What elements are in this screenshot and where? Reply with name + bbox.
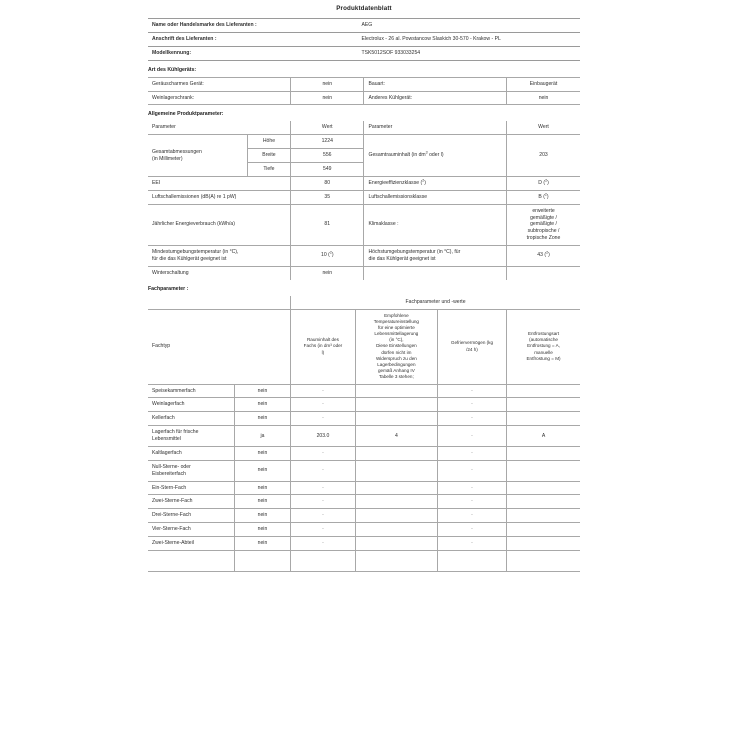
eei-label: EEI <box>148 176 291 190</box>
compartment-type-6: Ein-Stern-Fach <box>148 481 234 495</box>
compartment-type-5-line1: Null-Sterne- oder <box>152 463 191 470</box>
temp-header-line11: Tabelle 3 stehen; <box>379 374 414 380</box>
total-volume-label-pre: Gesamtrauminhalt (in dm <box>368 152 426 159</box>
compartment-defrost-9 <box>507 523 580 537</box>
noise-emissions-value: 35 <box>291 190 364 204</box>
compartment-present-3: ja <box>234 426 290 447</box>
temp-header-line8: Widerspruch zu den <box>375 355 417 361</box>
table-row <box>148 384 580 398</box>
compartment-overflow-cell-0 <box>148 550 234 571</box>
compartment-temperature-10 <box>355 537 437 551</box>
compartment-defrost-header <box>507 309 580 384</box>
compartment-type-8: Drei-Sterne-Fach <box>148 509 234 523</box>
other-appliance-value: nein <box>507 91 580 105</box>
compartment-freezing-7: - <box>437 495 506 509</box>
compartment-type-1: Weinlagerfach <box>148 398 234 412</box>
table-row <box>148 426 580 447</box>
energy-class-value-text: D <box>538 179 542 186</box>
min-ambient-temp-value-text: 10 <box>321 252 327 259</box>
compartment-temperature-3: 4 <box>355 426 437 447</box>
wine-cabinet-label: Weinlagerschrank: <box>148 91 291 105</box>
table-row <box>148 537 580 551</box>
defrost-header-line4: manuelle <box>534 349 553 355</box>
eei-value: 80 <box>291 176 364 190</box>
compartment-freezing-3: - <box>437 426 506 447</box>
compartment-volume-8: - <box>291 509 356 523</box>
compartment-overflow-cell-1 <box>234 550 290 571</box>
winter-setting-value: nein <box>291 266 364 279</box>
compartment-temperature-5 <box>355 460 437 481</box>
compartment-type-4: Kaltlagerfach <box>148 446 234 460</box>
temp-header-line10: gemäß Anhang IV <box>377 368 415 374</box>
compartment-freezing-8: - <box>437 509 506 523</box>
compartment-type-3-line2: Lebensmittel <box>152 436 181 443</box>
climate-class-label: Klimaklasse : <box>364 204 507 245</box>
height-label: Höhe <box>247 135 290 149</box>
energy-class-value-sup: 2 <box>545 178 548 183</box>
compartment-volume-6: - <box>291 481 356 495</box>
compartment-type-2: Kellerfach <box>148 412 234 426</box>
compartment-volume-7: - <box>291 495 356 509</box>
min-ambient-temp-label <box>148 246 291 267</box>
defrost-header-line1: Entfrostungsart <box>527 331 560 337</box>
compartment-defrost-1 <box>507 398 580 412</box>
compartment-type-3-line1: Lagerfach für frische <box>152 429 199 436</box>
table-row <box>148 176 580 190</box>
compartment-type-0: Speisekammerfach <box>148 384 234 398</box>
table-row <box>148 412 580 426</box>
compartment-parameters-section-label: Fachparameter : <box>148 285 189 292</box>
compartment-volume-header <box>291 309 356 384</box>
low-noise-value: nein <box>291 77 364 91</box>
volume-header-line1: Rauminhalt des <box>306 337 339 343</box>
noise-class-value-sup: 2 <box>544 192 547 197</box>
annual-energy-value: 81 <box>291 204 364 245</box>
noise-class-value: B ($^2$) <box>507 190 580 204</box>
compartment-volume-9: - <box>291 523 356 537</box>
compartment-temperature-9 <box>355 523 437 537</box>
table-row <box>148 19 580 33</box>
table-row <box>148 91 580 105</box>
noise-emissions-label: Luftschallemissionen (dB(A) re 1 pW) <box>148 190 291 204</box>
table-row <box>148 460 580 481</box>
compartment-defrost-5 <box>507 460 580 481</box>
climate-line-1: erweiterte <box>532 207 555 214</box>
annual-energy-label: Jährlicher Energieverbrauch (kWh/a) <box>148 204 291 245</box>
temp-header-line4: Lebensmittellagerung <box>374 331 419 337</box>
compartment-present-8: nein <box>234 509 290 523</box>
max-ambient-temp-label-line2: die das Kühlgerät geeignet ist <box>368 255 436 262</box>
energy-class-label-sup: 2 <box>422 178 425 183</box>
compartment-freezing-9: - <box>437 523 506 537</box>
compartment-volume-10: - <box>291 537 356 551</box>
compartment-defrost-0 <box>507 384 580 398</box>
table-row <box>148 266 580 279</box>
max-ambient-temp-label <box>364 246 507 267</box>
compartment-freezing-5: - <box>437 460 506 481</box>
freezing-header-line2: /24 h) <box>466 346 478 352</box>
energy-class-label <box>364 176 507 190</box>
climate-line-5: tropische Zone <box>526 235 561 242</box>
compartment-freezing-6: - <box>437 481 506 495</box>
compartment-defrost-4 <box>507 446 580 460</box>
compartment-freezing-2: - <box>437 412 506 426</box>
compartment-defrost-8 <box>507 509 580 523</box>
compartment-temperature-8 <box>355 509 437 523</box>
compartment-present-7: nein <box>234 495 290 509</box>
compartment-overflow-cell-3 <box>355 550 437 571</box>
table-row <box>148 309 580 384</box>
compartment-parameters-table <box>148 296 580 572</box>
wine-cabinet-value: nein <box>291 91 364 105</box>
compartment-temperature-0 <box>355 384 437 398</box>
climate-line-4: subtropische / <box>527 228 560 235</box>
compartment-present-10: nein <box>234 537 290 551</box>
supplier-address-value: Electrolux - 26 al. Powstancow Slaskich 30-570 - Krakow - PL <box>358 32 580 46</box>
winter-setting-label: Winterschaltung <box>148 266 291 279</box>
model-id-value: TSK5012SOF 933033254 <box>358 46 580 60</box>
appliance-type-section-label: Art des Kühlgeräts: <box>148 66 197 73</box>
compartment-defrost-10 <box>507 537 580 551</box>
table-row <box>148 523 580 537</box>
compartment-volume-1: - <box>291 398 356 412</box>
compartment-type-10: Zwei-Sterne-Abteil <box>148 537 234 551</box>
winter-setting-empty-2 <box>507 266 580 279</box>
energy-class-label-pre: Energieeffizienzklasse ( <box>368 179 423 186</box>
table-row <box>148 246 580 267</box>
min-ambient-temp-label-line1: Mindestumgebungstemperatur (in °C), <box>152 249 239 255</box>
total-volume-label-post: oder l) <box>427 152 444 159</box>
compartment-temperature-1 <box>355 398 437 412</box>
defrost-header-line2: (automatische <box>529 337 558 343</box>
total-volume-label-sup: 3 <box>425 150 428 155</box>
compartment-volume-5: - <box>291 460 356 481</box>
min-ambient-temp-value-sup: 2 <box>329 250 332 255</box>
depth-value: 549 <box>291 163 364 177</box>
general-parameters-section-label: Allgemeine Produktparameter: <box>148 111 224 118</box>
min-ambient-temp-value: 10 ($^2$) <box>291 246 364 267</box>
compartment-volume-2: - <box>291 412 356 426</box>
freezing-header-line1: Gefriervermögen (kg <box>450 340 494 346</box>
table-row <box>148 509 580 523</box>
construction-value: Einbaugerät <box>507 77 580 91</box>
compartment-freezing-1: - <box>437 398 506 412</box>
compartment-defrost-6 <box>507 481 580 495</box>
compartment-type-7: Zwei-Sterne-Fach <box>148 495 234 509</box>
winter-setting-empty-1 <box>364 266 507 279</box>
temp-header-line3: für eine optimierte <box>377 324 415 330</box>
max-ambient-temp-label-line1: Höchstumgebungstemperatur (in °C), für <box>368 249 461 255</box>
compartment-overflow-cell-2 <box>291 550 356 571</box>
table-row <box>148 46 580 60</box>
value-header-right: Wert <box>507 121 580 134</box>
depth-label: Tiefe <box>247 163 290 177</box>
compartment-defrost-7 <box>507 495 580 509</box>
appliance-type-table <box>148 77 580 106</box>
climate-line-3: gemäßigte / <box>530 221 557 228</box>
table-row <box>148 32 580 46</box>
table-row <box>148 190 580 204</box>
table-row <box>148 121 580 134</box>
compartment-freezing-0: - <box>437 384 506 398</box>
energy-class-label-post: ) <box>424 179 426 186</box>
construction-label: Bauart: <box>364 77 507 91</box>
temp-header-line6: Diese Einstellungen <box>376 343 417 349</box>
compartment-present-4: nein <box>234 446 290 460</box>
compartment-present-0: nein <box>234 384 290 398</box>
temp-header-line5: (in °C), <box>389 337 404 343</box>
compartment-freezing-4: - <box>437 446 506 460</box>
compartment-present-6: nein <box>234 481 290 495</box>
total-volume-value: 203 <box>507 135 580 177</box>
compartment-defrost-3: A <box>507 426 580 447</box>
compartment-temperature-4 <box>355 446 437 460</box>
width-value: 556 <box>291 149 364 163</box>
volume-header-line2: Fachs (in dm³ oder <box>303 343 343 349</box>
height-value: 1224 <box>291 135 364 149</box>
climate-line-2: gemäßigte / <box>530 214 557 221</box>
temp-header-line1: Empfohlene <box>384 312 409 318</box>
parameter-header-right: Parameter <box>364 121 507 134</box>
max-ambient-temp-value-sup: 2 <box>546 250 549 255</box>
defrost-header-line3: Entfrostung = A, <box>527 343 560 349</box>
compartment-overflow-cell-4 <box>437 550 506 571</box>
compartment-volume-0: - <box>291 384 356 398</box>
compartment-volume-4: - <box>291 446 356 460</box>
compartment-header-spacer <box>148 296 291 309</box>
compartment-temperature-7 <box>355 495 437 509</box>
page-title: Produktdatenblatt <box>336 5 392 12</box>
climate-class-value <box>507 204 580 245</box>
compartment-freezing-header <box>437 309 506 384</box>
temp-header-line2: Temperatureinstellung <box>373 318 419 324</box>
value-header-left: Wert <box>291 121 364 134</box>
temp-header-line9: Lagerbedingungen <box>377 362 416 367</box>
supplier-address-label: Anschrift des Lieferanten : <box>148 32 358 46</box>
compartment-present-9: nein <box>234 523 290 537</box>
compartment-type-5 <box>148 460 234 481</box>
table-row <box>148 204 580 245</box>
compartment-group-header: Fachparameter und -werte <box>291 296 580 309</box>
noise-class-value-text: B <box>538 193 542 200</box>
compartment-present-1: nein <box>234 398 290 412</box>
table-row <box>148 446 580 460</box>
low-noise-label: Geräuscharmes Gerät: <box>148 77 291 91</box>
overall-dimensions-label-line2: (in Millimeter) <box>152 155 183 162</box>
general-parameters-table <box>148 121 580 279</box>
compartment-temperature-header <box>355 309 437 384</box>
max-ambient-temp-value-text: 43 <box>537 252 543 259</box>
compartment-temperature-6 <box>355 481 437 495</box>
volume-header-line3: l) <box>321 349 325 355</box>
defrost-header-line5: Entfrostung = M) <box>526 355 561 361</box>
model-id-label: Modellkennung: <box>148 46 358 60</box>
fiche-sheet <box>148 0 580 572</box>
compartment-defrost-2 <box>507 412 580 426</box>
overall-dimensions-label <box>148 135 247 177</box>
compartment-present-2: nein <box>234 412 290 426</box>
compartment-type-3 <box>148 426 234 447</box>
compartment-temperature-2 <box>355 412 437 426</box>
supplier-table <box>148 18 580 61</box>
temp-header-line7: dürfen nicht im <box>381 349 412 355</box>
supplier-name-label: Name oder Handelsmarke des Lieferanten : <box>148 19 358 33</box>
supplier-name-value: AEG <box>358 19 580 33</box>
width-label: Breite <box>247 149 290 163</box>
compartment-freezing-10: - <box>437 537 506 551</box>
table-row <box>148 135 580 149</box>
compartment-type-9: Vier-Sterne-Fach <box>148 523 234 537</box>
compartment-volume-3: 203.0 <box>291 426 356 447</box>
total-volume-label <box>364 135 507 177</box>
table-row-partial <box>148 550 580 571</box>
compartment-type-5-line2: Eisbereiterfach <box>152 470 186 477</box>
table-row <box>148 481 580 495</box>
overall-dimensions-label-line1: Gesamtabmessungen <box>152 148 202 155</box>
energy-class-value: D ($^2$) <box>507 176 580 190</box>
min-ambient-temp-label-line2: für die das Kühlgerät geeignet ist <box>152 255 227 262</box>
table-row <box>148 495 580 509</box>
other-appliance-label: Anderes Kühlgerät: <box>364 91 507 105</box>
compartment-present-5: nein <box>234 460 290 481</box>
parameter-header-left: Parameter <box>148 121 291 134</box>
table-row <box>148 398 580 412</box>
table-row <box>148 296 580 309</box>
compartment-type-header: Fachtyp <box>148 309 291 384</box>
compartment-overflow-cell-5 <box>507 550 580 571</box>
max-ambient-temp-value: 43 ($^2$) <box>507 246 580 267</box>
table-row <box>148 77 580 91</box>
noise-class-label: Luftschallemissionsklasse <box>364 190 507 204</box>
